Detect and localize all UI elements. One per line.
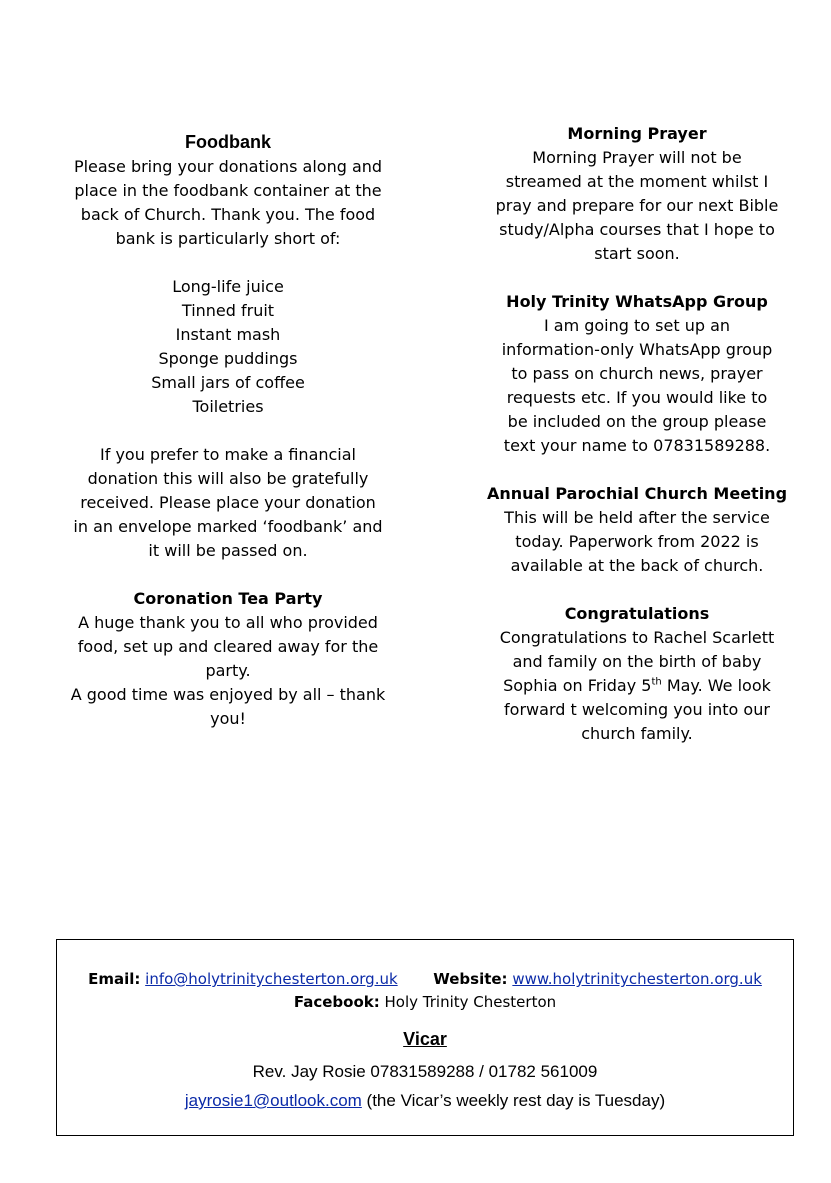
text-line: text your name to 07831589288. [503,436,771,455]
list-item: Small jars of coffee [151,373,305,392]
text-line: food, set up and cleared away for the [77,637,379,656]
coronation-section [64,587,392,731]
text-line: This will be held after the service [504,508,770,527]
facebook-name: Holy Trinity Chesterton [384,993,557,1011]
text-line: received. Please place your donation [80,493,376,512]
foodbank-intro [64,155,392,251]
left-column [64,129,392,731]
text-line: church family. [581,724,693,743]
text-line: to pass on church news, prayer [511,364,763,383]
vicar-contact: Rev. Jay Rosie 07831589288 / 01782 561009 [252,1062,598,1081]
congratulations-section [486,602,788,746]
text-line: requests etc. If you would like to [506,388,768,407]
text-line: party. [205,661,251,680]
list-item: Tinned fruit [181,301,275,320]
foodbank-title: Foodbank [185,132,271,152]
email-label: Email: [88,970,141,988]
text-line: streamed at the moment whilst I [505,172,769,191]
facebook-line [57,991,793,1014]
text-line: be included on the group please [507,412,767,431]
text-line: donation this will also be gratefully [87,469,369,488]
morning-prayer-body [486,146,788,266]
text-line: bank is particularly short of: [115,229,341,248]
morning-prayer-section [486,122,788,266]
foodbank-items-list [64,275,392,419]
facebook-label: Facebook: [293,993,380,1011]
website-label: Website: [433,970,508,988]
apcm-body [486,506,788,578]
whatsapp-section [486,290,788,458]
text-line [486,674,788,698]
morning-prayer-title: Morning Prayer [567,124,707,143]
apcm-section [486,482,788,578]
text-line: and family on the birth of baby [512,652,762,671]
foodbank-financial [64,443,392,563]
text-line: back of Church. Thank you. The food [80,205,376,224]
coronation-body [64,611,392,731]
text-line: A good time was enjoyed by all – thank [70,685,386,704]
text-line: it will be passed on. [148,541,308,560]
text-line: Please bring your donations along and [73,157,383,176]
congratulations-body [486,626,788,746]
text-line: information-only WhatsApp group [501,340,773,359]
text-line: today. Paperwork from 2022 is [515,532,759,551]
contact-footer [56,939,794,1136]
apcm-title: Annual Parochial Church Meeting [486,484,788,503]
text-line: start soon. [594,244,680,263]
text-line: A huge thank you to all who provided [78,613,378,632]
text-line: I am going to set up an [543,316,731,335]
vicar-email-link[interactable]: jayrosie1@outlook.com [184,1091,362,1110]
email-link[interactable]: info@holytrinitychesterton.org.uk [145,970,398,988]
list-item: Instant mash [175,325,281,344]
vicar-rest-day-note: (the Vicar’s weekly rest day is Tuesday) [361,1091,666,1110]
footer-contacts [57,968,793,1014]
text-line: place in the foodbank container at the [74,181,382,200]
ordinal-suffix: th [651,676,662,688]
text-fragment: May. We look [661,676,771,695]
text-line: available at the back of church. [510,556,764,575]
website-link[interactable]: www.holytrinitychesterton.org.uk [512,970,762,988]
text-line: forward t welcoming you into our [504,700,770,719]
text-fragment: Sophia on Friday 5 [503,676,652,695]
email-website-line [57,968,793,991]
list-item: Long-life juice [172,277,284,296]
text-line: Congratulations to Rachel Scarlett [499,628,775,647]
text-line: If you prefer to make a financial [100,445,356,464]
list-item: Toiletries [192,397,264,416]
foodbank-section [64,129,392,563]
text-line: Morning Prayer will not be [532,148,742,167]
coronation-title: Coronation Tea Party [133,589,323,608]
congratulations-title: Congratulations [564,604,710,623]
text-line: pray and prepare for our next Bible [495,196,779,215]
vicar-email-line [57,1088,793,1114]
text-line: in an envelope marked ‘foodbank’ and [73,517,383,536]
vicar-heading: Vicar [403,1029,447,1049]
right-column [486,122,788,746]
whatsapp-body [486,314,788,458]
list-item: Sponge puddings [158,349,298,368]
text-line: you! [210,709,246,728]
text-line: study/Alpha courses that I hope to [499,220,775,239]
whatsapp-title: Holy Trinity WhatsApp Group [506,292,768,311]
